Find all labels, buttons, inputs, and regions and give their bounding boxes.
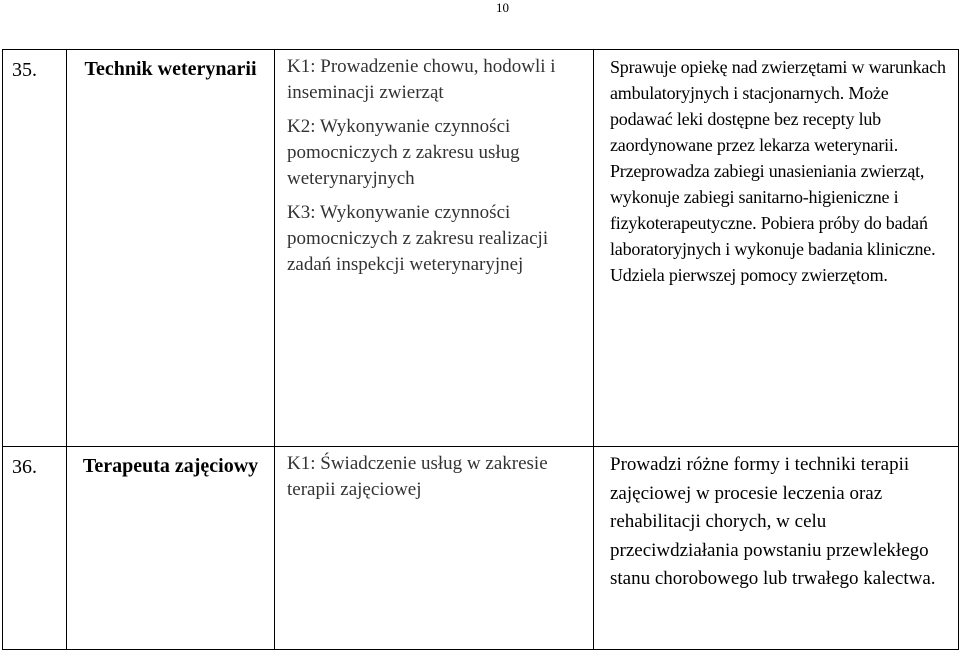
- row-number-cell: [3, 447, 67, 650]
- qualification-item: K1: Świadczenie usług w zakresie terapii zajęciowej: [287, 453, 548, 500]
- profession-name: Technik weterynarii: [84, 58, 257, 80]
- profession-description: Prowadzi różne formy i techniki terapii zajęciowej w procesie leczenia oraz rehabilitacji chorych, w celu przeciwdziałania powstaniu przewlekłego stanu chorobowego lub trwałego kalectwa.: [610, 454, 936, 589]
- row-number: 35.: [12, 59, 37, 81]
- qualifications-cell: [275, 50, 594, 447]
- profession-name: Terapeuta zajęciowy: [82, 455, 259, 477]
- qualification-item: K1: Prowadzenie chowu, hodowli i inseminacji zwierząt: [287, 56, 556, 103]
- profession-name-cell: [67, 50, 275, 447]
- professions-table: [2, 49, 959, 650]
- qualification-item: K2: Wykonywanie czynności pomocniczych z zakresu usług weterynaryjnych: [287, 116, 520, 189]
- description-cell: [594, 50, 959, 447]
- qualification-item: K3: Wykonywanie czynności pomocniczych z zakresu realizacji zadań inspekcji weterynaryjnej: [287, 202, 549, 275]
- profession-description: Sprawuje opiekę nad zwierzętami w warunkach ambulatoryjnych i stacjonarnych. Może podawać leki dostępne bez recepty lub zaordynowane przez lekarza weterynarii. Przeprowadza zabiegi unasieniania zwierząt, wykonuje zabiegi sanitarno-higieniczne i fizykoterapeutyczne. Pobiera próby do badań laboratoryjnych i wykonuje badania kliniczne. Udziela pierwszej pomocy zwierzętom.: [610, 57, 946, 285]
- qualifications-cell: [275, 447, 594, 650]
- description-cell: [594, 447, 959, 650]
- profession-name-cell: [67, 447, 275, 650]
- table-row: [3, 50, 959, 447]
- row-number-cell: [3, 50, 67, 447]
- page-number: 10: [496, 0, 509, 15]
- table-row: [3, 447, 959, 650]
- row-number: 36.: [12, 456, 37, 478]
